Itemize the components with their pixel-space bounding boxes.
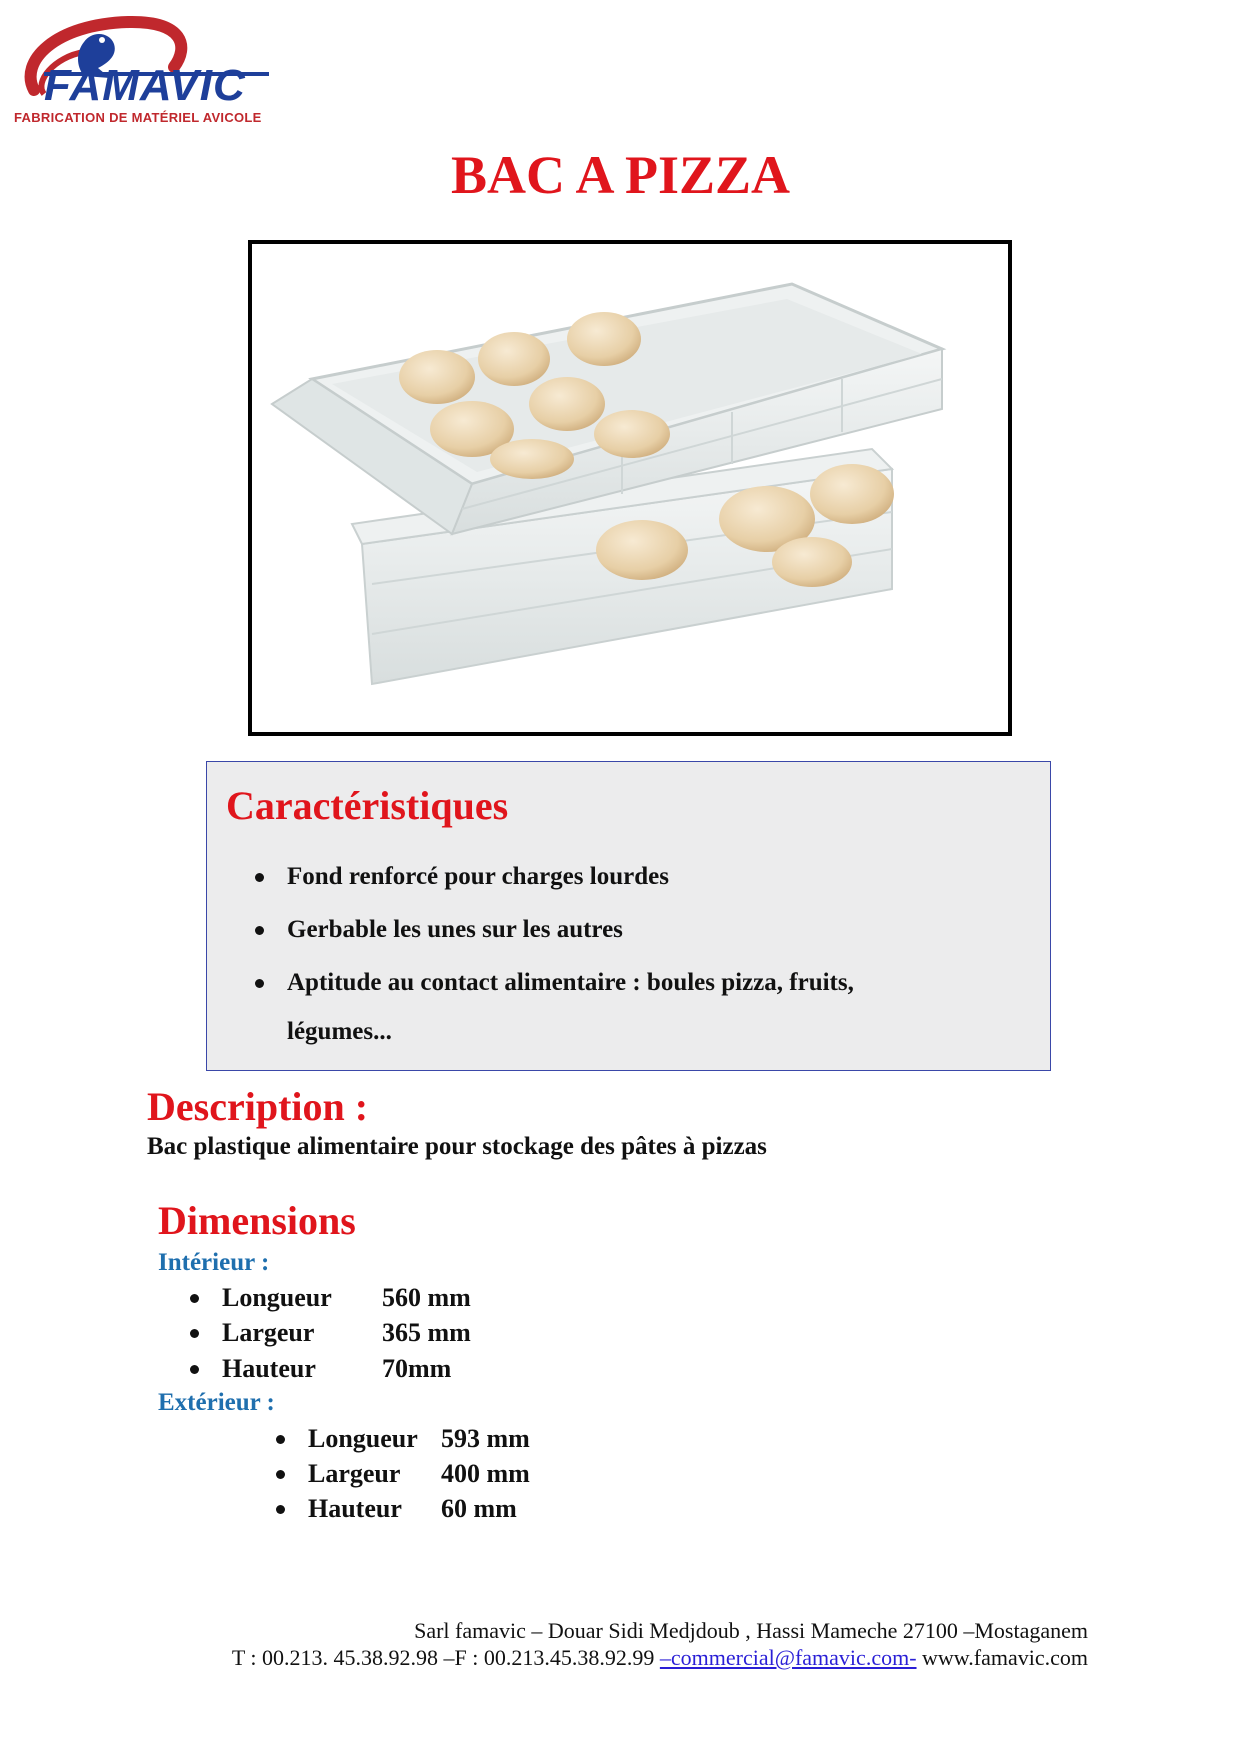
footer-address: Sarl famavic – Douar Sidi Medjdoub , Hassi Mameche 27100 –Mostaganem bbox=[414, 1618, 1088, 1643]
famavic-logo bbox=[14, 12, 284, 130]
description-heading: Description : bbox=[147, 1084, 369, 1129]
dimension-name: Longueur bbox=[222, 1283, 332, 1312]
logo-tagline: FABRICATION DE MATÉRIEL AVICOLE bbox=[14, 110, 262, 125]
dimension-value: 365 mm bbox=[382, 1318, 471, 1347]
footer-phone-fax: T : 00.213. 45.38.92.98 –F : 00.213.45.38.92.99 bbox=[231, 1645, 655, 1670]
exterior-row-length bbox=[308, 1423, 530, 1454]
dimension-value: 593 mm bbox=[441, 1424, 530, 1453]
exterior-row-width bbox=[308, 1458, 530, 1489]
characteristic-item-continuation: légumes... bbox=[287, 1018, 392, 1045]
exterior-label: Extérieur : bbox=[158, 1389, 275, 1416]
page-title: BAC A PIZZA bbox=[450, 145, 791, 205]
characteristics-heading: Caractéristiques bbox=[226, 783, 509, 828]
dimension-name: Hauteur bbox=[308, 1494, 402, 1523]
interior-row-width bbox=[222, 1317, 471, 1348]
dimension-value: 60 mm bbox=[441, 1494, 517, 1523]
product-photo bbox=[248, 240, 1012, 736]
dimension-name: Hauteur bbox=[222, 1354, 316, 1383]
interior-label: Intérieur : bbox=[158, 1249, 270, 1276]
characteristic-item: Gerbable les unes sur les autres bbox=[287, 916, 623, 943]
exterior-row-height bbox=[308, 1493, 517, 1524]
dimension-value: 70mm bbox=[382, 1354, 452, 1383]
dimension-value: 400 mm bbox=[441, 1459, 530, 1488]
dimensions-heading: Dimensions bbox=[158, 1198, 356, 1243]
interior-row-height bbox=[222, 1353, 452, 1384]
footer-contact bbox=[232, 1645, 1088, 1671]
dimension-name: Largeur bbox=[308, 1459, 401, 1488]
dimension-name: Largeur bbox=[222, 1318, 315, 1347]
footer-email-link[interactable]: –commercial@famavic.com- bbox=[659, 1645, 917, 1670]
characteristics-box bbox=[206, 761, 1051, 1071]
dimension-value: 560 mm bbox=[382, 1283, 471, 1312]
logo-wordmark: FAMAVIC bbox=[44, 61, 246, 110]
description-text: Bac plastique alimentaire pour stockage des pâtes à pizzas bbox=[147, 1133, 767, 1160]
pizza-dough-trays-photo-icon bbox=[252, 244, 1008, 732]
dimension-name: Longueur bbox=[308, 1424, 418, 1453]
characteristic-item: Aptitude au contact alimentaire : boules pizza, fruits, bbox=[287, 969, 854, 996]
characteristic-item: Fond renforcé pour charges lourdes bbox=[287, 863, 669, 890]
interior-row-length bbox=[222, 1282, 471, 1313]
footer-website[interactable]: www.famavic.com bbox=[922, 1645, 1088, 1670]
